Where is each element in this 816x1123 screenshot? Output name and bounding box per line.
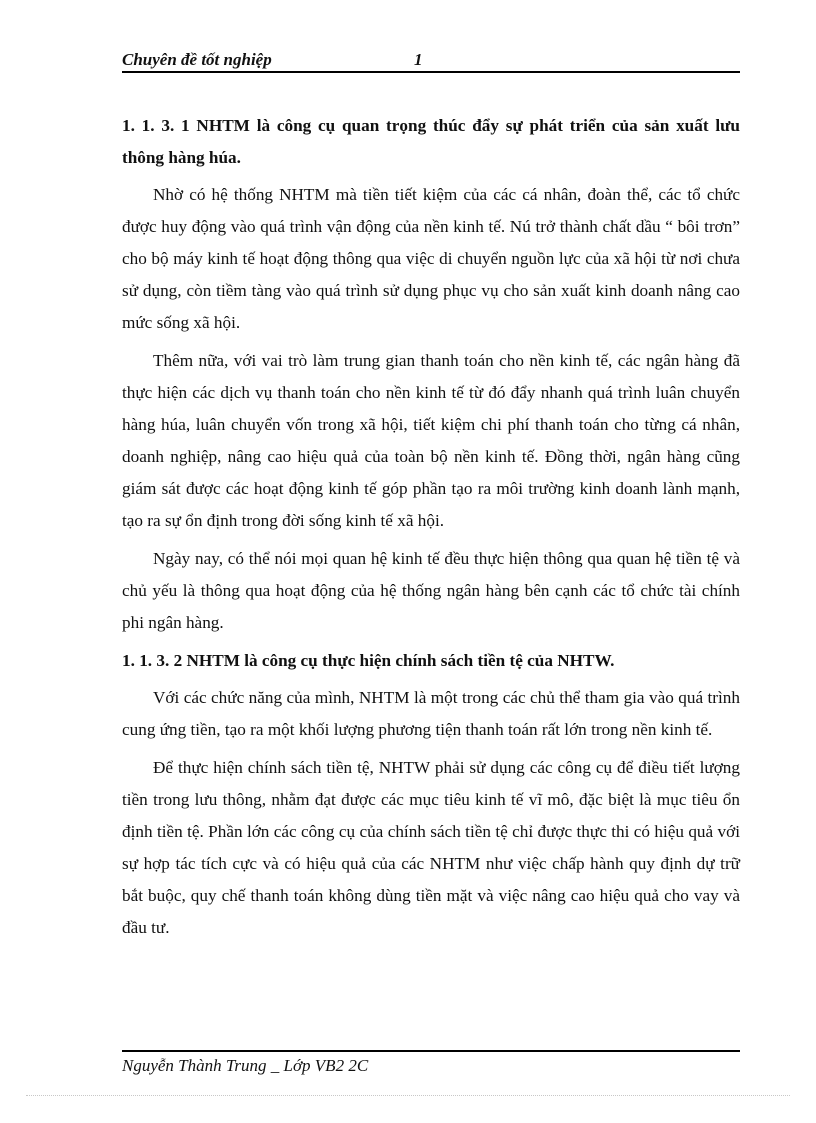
- page-footer: [122, 1050, 740, 1076]
- paragraph: Để thực hiện chính sách tiền tệ, NHTW phải sử dụng các công cụ để điều tiết lượng tiền trong lưu thông, nhằm đạt được các mục tiêu kinh tế vĩ mô, đặc biệt là mục tiêu ổn định tiền tệ. Phần lớn các công cụ của chính sách tiền tệ chỉ được thực thi có hiệu quả với sự hợp tác tích cực và có hiệu quả của các NHTM như việc chấp hành quy định dự trữ bắt buộc, quy chế thanh toán không dùng tiền mặt và việc nâng cao hiệu quả cho vay và đầu tư.: [122, 758, 740, 937]
- document-body: [122, 110, 740, 950]
- page-header: [122, 49, 740, 73]
- paragraph: Với các chức năng của mình, NHTM là một trong các chủ thể tham gia vào quá trình cung ứng tiền, tạo ra một khối lượng phương tiện thanh toán rất lớn trong nền kinh tế.: [122, 688, 740, 739]
- paragraph: Ngày nay, có thể nói mọi quan hệ kinh tế đều thực hiện thông qua quan hệ tiền tệ và chủ yếu là thông qua hoạt động của hệ thống ngân hàng bên cạnh các tổ chức tài chính phi ngân hàng.: [122, 549, 740, 632]
- paragraph: Thêm nữa, với vai trò làm trung gian thanh toán cho nền kinh tế, các ngân hàng đã thực hiện các dịch vụ thanh toán cho nền kinh tế từ đó đẩy nhanh quá trình luân chuyển hàng húa, luân chuyển vốn trong xã hội, tiết kiệm chi phí thanh toán cho từng cá nhân, doanh nghiệp, nâng cao hiệu quả của toàn bộ nền kinh tế. Đồng thời, ngân hàng cũng giám sát được các hoạt động kinh tế góp phần tạo ra môi trường kinh doanh lành mạnh, tạo ra sự ổn định trong đời sống kinh tế xã hội.: [122, 351, 740, 530]
- document-title: Chuyên đề tốt nghiệp: [122, 50, 272, 69]
- footer-author: Nguyễn Thành Trung _ Lớp VB2 2C: [122, 1056, 369, 1075]
- paragraph: Nhờ có hệ thống NHTM mà tiền tiết kiệm của các cá nhân, đoàn thể, các tổ chức được huy động vào quá trình vận động của nền kinh tế. Nú trở thành chất dầu “ bôi trơn” cho bộ máy kinh tế hoạt động thông qua việc di chuyển nguồn lực của xã hội từ nơi chưa sử dụng, còn tiềm tàng vào quá trình sử dụng phục vụ cho sản xuất kinh doanh nâng cao mức sống xã hội.: [122, 185, 740, 332]
- page-number: 1: [414, 50, 423, 69]
- page-bottom-divider: [26, 1095, 790, 1096]
- section-heading: 1. 1. 3. 1 NHTM là công cụ quan trọng thúc đẩy sự phát triển của sản xuất lưu thông hàng húa.: [122, 116, 740, 167]
- section-heading: 1. 1. 3. 2 NHTM là công cụ thực hiện chính sách tiền tệ của NHTW.: [122, 651, 615, 670]
